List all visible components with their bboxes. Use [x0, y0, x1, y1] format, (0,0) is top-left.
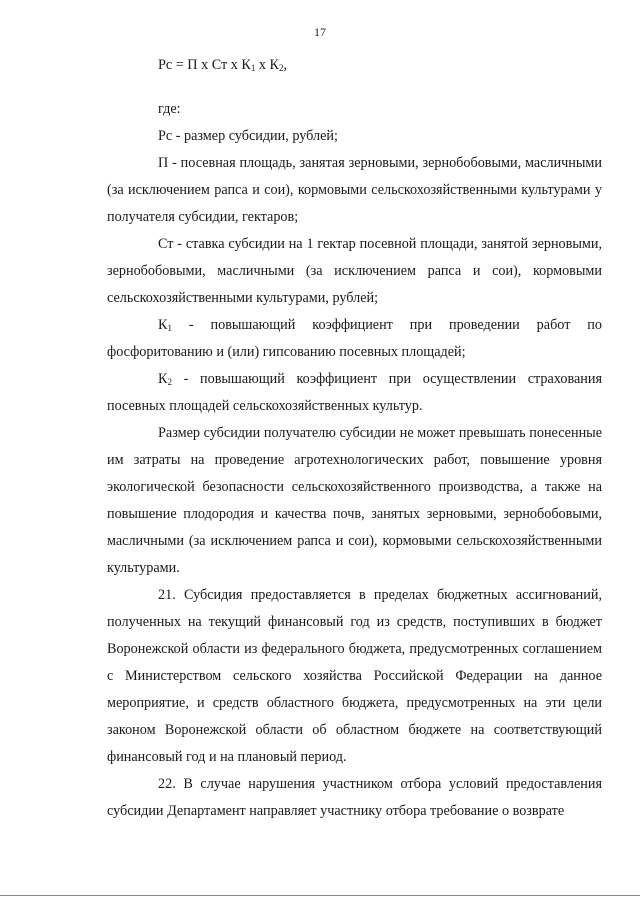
definition-st: Ст - ставка субсидии на 1 гектар посевной площади, занятой зерновыми, зернобобовыми, масличными (за исключением рапса и сои), кормовыми сельскохозяйственными культурами, рублей; — [107, 236, 602, 306]
definition-rs: Рс - размер субсидии, рублей; — [158, 128, 338, 144]
where-label: где: — [158, 101, 181, 117]
document-body — [107, 52, 602, 825]
definition-k2: $К_2$ - повышающий коэффициент при осуществлении страхования посевных площадей сельскохозяйственных культур. — [107, 371, 602, 414]
subsidy-formula: Рс = П х Ст х $К_1$ х $К_2$, — [158, 57, 288, 73]
page-number: 17 — [314, 25, 326, 39]
paragraph-21: 21. Субсидия предоставляется в пределах бюджетных ассигнований, полученных на текущий финансовый год из средств, поступивших в бюджет Воронежской области из федерального бюджета, предусмотренных соглашением с Министерством сельского хозяйства Российской Федерации на данное мероприятие, и средств областного бюджета, предусмотренных на эти цели законом Воронежской области об областном бюджете на соответствующий финансовый год и на плановый период. — [107, 587, 602, 765]
definition-p: П - посевная площадь, занятая зерновыми, зернобобовыми, масличными (за исключением рапса и сои), кормовыми сельскохозяйственными культурами у получателя субсидии, гектаров; — [107, 155, 602, 225]
definition-k1: $К_1$ - повышающий коэффициент при проведении работ по фосфоритованию и (или) гипсованию посевных площадей; — [107, 317, 602, 360]
paragraph-22: 22. В случае нарушения участником отбора условий предоставления субсидии Департамент направляет участнику отбора требование о возврате — [107, 776, 602, 819]
bottom-rule — [0, 895, 640, 896]
paragraph-subsidy-limit: Размер субсидии получателю субсидии не может превышать понесенные им затраты на проведение агротехнологических работ, повышение уровня экологической безопасности сельскохозяйственного производства, а также на повышение плодородия и качества почв, занятых зерновыми, зернобобовыми, масличными (за исключением рапса и сои), кормовыми сельскохозяйственными культурами. — [107, 425, 602, 576]
